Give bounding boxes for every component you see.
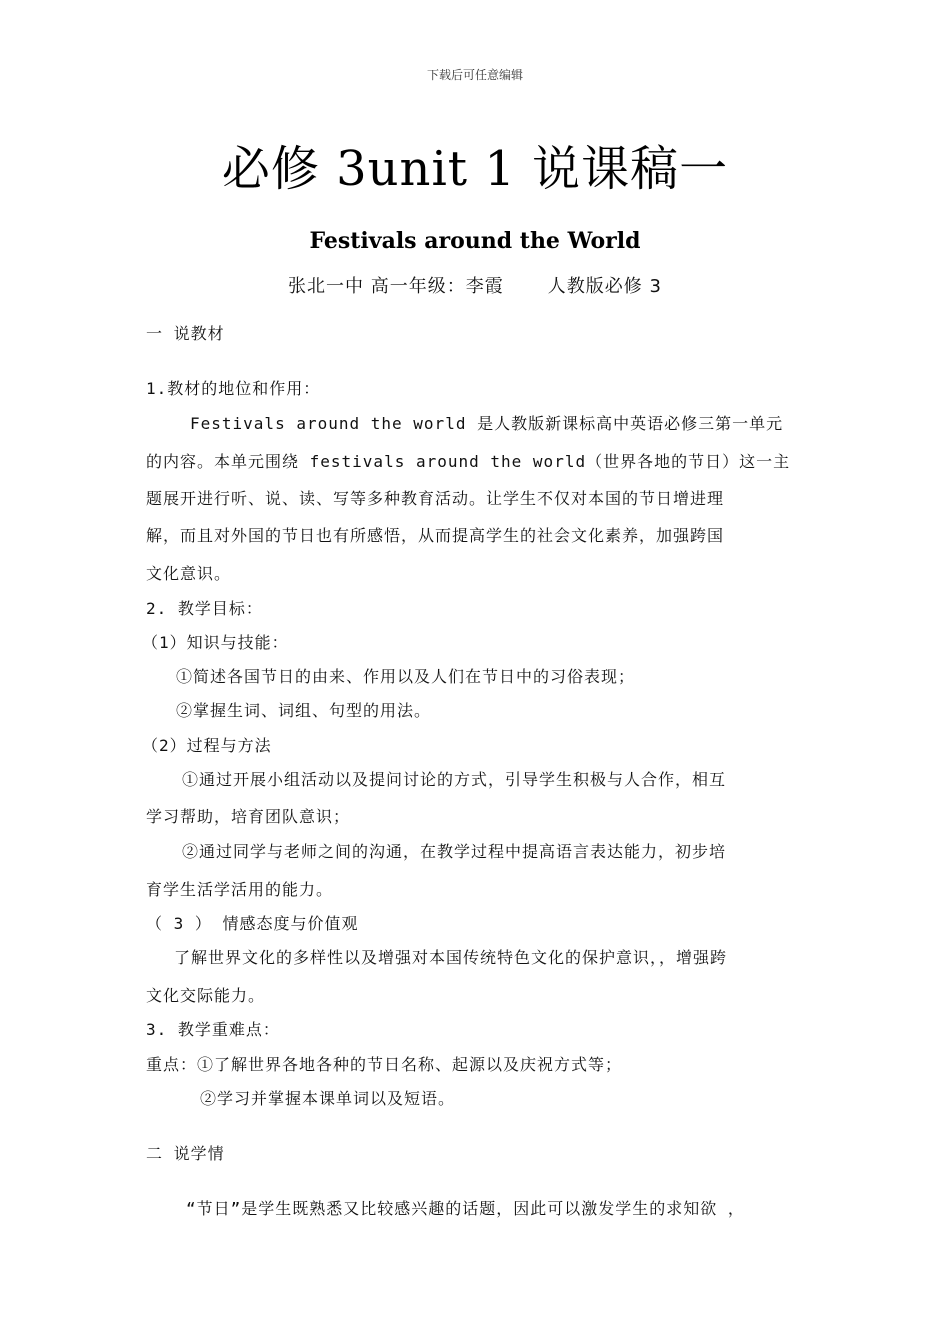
goal-heading: （ 3 ） 情感态度与价值观 [146, 914, 359, 933]
document-subtitle: Festivals around the World [309, 228, 641, 254]
section-heading: 二 说学情 [146, 1144, 225, 1163]
paragraph-line: 文化交际能力。 [146, 986, 266, 1005]
subsection-heading: 2. 教学目标： [146, 599, 263, 618]
author-edition: 人教版必修 3 [547, 276, 662, 297]
document-title: 必修 3unit 1 说课稿一 [221, 141, 729, 197]
author-school-grade: 张北一中 高一年级：李霞 [288, 276, 504, 297]
key-point: ②学习并掌握本课单词以及短语。 [200, 1089, 456, 1108]
header-note: 下载后可任意编辑 [426, 68, 523, 82]
list-item: ①简述各国节日的由来、作用以及人们在节日中的习俗表现； [176, 667, 636, 686]
paragraph-line: 题展开进行听、说、读、写等多种教育活动。让学生不仅对本国的节日增进理 [146, 489, 725, 508]
list-item-continuation: 育学生活学活用的能力。 [146, 880, 334, 899]
list-item: ②通过同学与老师之间的沟通，在教学过程中提高语言表达能力，初步培 [182, 842, 727, 861]
subsection-heading: 1.教材的地位和作用： [146, 379, 321, 398]
paragraph-line: “节日”是学生既熟悉又比较感兴趣的话题，因此可以激发学生的求知欲 ， [186, 1199, 745, 1218]
paragraph-line: 解，而且对外国的节日也有所感悟，从而提高学生的社会文化素养，加强跨国 [146, 526, 725, 545]
goal-heading: （2）过程与方法 [142, 736, 272, 755]
paragraph-line: 的内容。本单元围绕 festivals around the world（世界各地的节日）这一主 [146, 452, 791, 471]
key-point: 重点：①了解世界各地各种的节日名称、起源以及庆祝方式等； [146, 1055, 623, 1074]
section-heading: 一 说教材 [146, 324, 225, 343]
list-item: ②掌握生词、词组、句型的用法。 [176, 701, 432, 720]
paragraph-line: 了解世界文化的多样性以及增强对本国传统特色文化的保护意识，，增强跨 [174, 948, 728, 967]
list-item: ①通过开展小组活动以及提问讨论的方式，引导学生积极与人合作，相互 [182, 770, 727, 789]
goal-heading: （1）知识与技能： [142, 633, 289, 652]
paragraph-line: 文化意识。 [146, 564, 232, 583]
author-line [0, 272, 950, 298]
paragraph-line: Festivals around the world 是人教版新课标高中英语必修三第一单元 [190, 414, 784, 433]
list-item-continuation: 学习帮助，培育团队意识； [146, 807, 351, 826]
subsection-heading: 3. 教学重难点： [146, 1020, 280, 1039]
